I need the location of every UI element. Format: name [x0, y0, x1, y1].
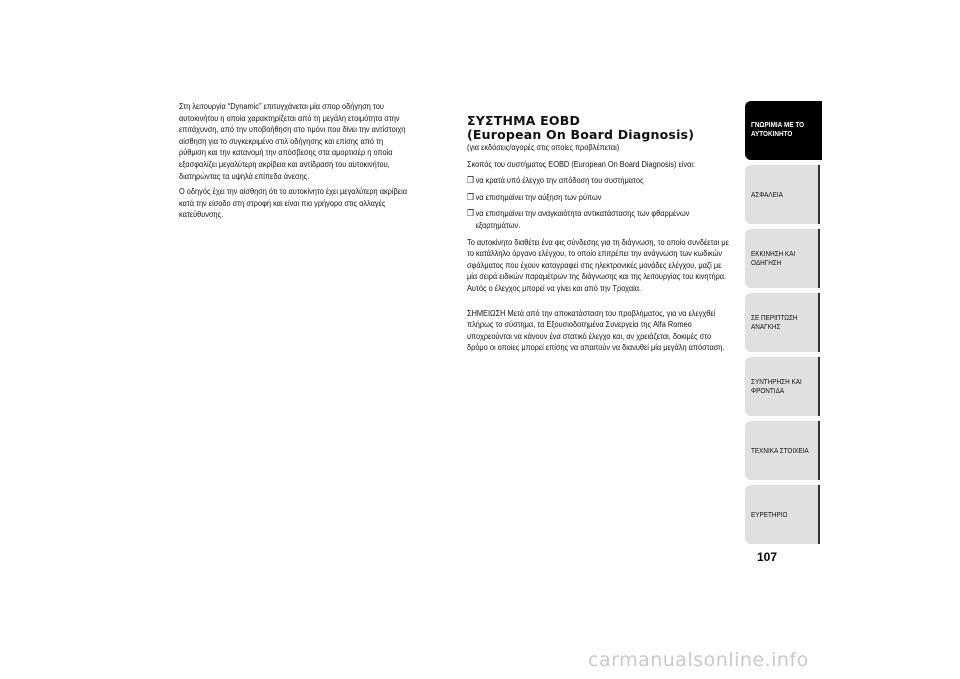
- paragraph-note: ΣΗΜΕΙΩΣΗ Μετά από την αποκατάσταση του προβλήματος, για να ελεγχθεί πλήρως το σύστημα, τα Εξουσιοδοτημένα Συνεργεία της Alfa Romeo υποχρεούνται να κάνουν ένα στατικό έλεγχο και, αν χρειάζεται, δοκιμές στο δρόμο οι οποίες μπορεί επίσης να απαιτούν να διανυθεί μία μεγάλη απόσταση.: [467, 307, 725, 353]
- paragraph-driver-feel: Ο οδηγός έχει την αίσθηση ότι το αυτοκίνητο έχει μεγαλύτερη ακρίβεια κατά την είσοδο στη στροφή και είναι πιο γρήγορο στις αλλαγές κατεύθυνσης.: [179, 186, 407, 220]
- tab-safety[interactable]: [745, 165, 820, 224]
- list-item: [467, 192, 734, 204]
- watermark: carmanualsonline.info: [588, 649, 809, 671]
- tab-index[interactable]: [745, 485, 820, 544]
- list-item-text: να κρατά υπό έλεγχο την απόδοση του συστήματος: [475, 175, 644, 186]
- tab-maintenance[interactable]: [745, 357, 820, 416]
- tab-label-line2: ΦΡΟΝΤΙΔΑ: [751, 386, 785, 395]
- checkbox-bullet-icon: ❒: [467, 175, 474, 186]
- list-item: [467, 175, 734, 187]
- left-text-column: [179, 101, 411, 225]
- page-number: 107: [757, 550, 778, 564]
- paragraph-diagnosis-connector: Το αυτοκίνητο διαθέτει ένα φις σύνδεσης για τη διάγνωση, το οποίο συνδέεται με το κατάλληλο όργανο ελέγχου, το οποίο επιτρέπει την ανάγνωση των κωδικών σφάλματος που έχουν καταγραφεί στις ηλεκτρονικές μονάδες ελέγχου, μαζί με μία σειρά ειδικών παραμέτρων της διάγνωσης και της λειτουργίας του κινητήρα. Αυτός ο έλεγχος μπορεί να γίνει και από την Τροχαία.: [467, 236, 729, 293]
- list-item: [467, 208, 734, 231]
- section-title-line2: (European On Board Diagnosis): [467, 127, 695, 142]
- intro-text: Σκοπός του συστήματος EOBD (European On Board Diagnosis) είναι:: [467, 158, 696, 169]
- tab-getting-to-know-car[interactable]: [745, 101, 822, 160]
- tab-label-line1: ΣΕ ΠΕΡΙΠΤΩΣΗ: [751, 313, 798, 322]
- tab-label-line1: ΑΣΦΑΛΕΙΑ: [751, 190, 783, 199]
- section-title-line1: ΣΥΣΤΗΜΑ EOBD: [467, 113, 581, 128]
- section-body: [467, 142, 734, 354]
- right-text-column: [467, 114, 759, 359]
- checkbox-bullet-icon: ❒: [467, 208, 474, 219]
- tab-label-line1: ΤΕΧΝΙΚΑ ΣΤΟΙΧΕΙΑ: [751, 446, 809, 455]
- tab-label-line1: ΣΥΝΤΗΡΗΣΗ ΚΑΙ: [751, 377, 802, 386]
- tab-starting-and-driving[interactable]: [745, 229, 820, 288]
- list-item-text: να επισημαίνει την αναγκαιότητα αντικατάστασης των φθαρμένων εξαρτημάτων.: [475, 208, 690, 230]
- tab-label-line1: ΕΚΚΙΝΗΣΗ ΚΑΙ: [751, 249, 796, 258]
- checkbox-bullet-icon: ❒: [467, 191, 474, 202]
- tab-technical-data[interactable]: [745, 421, 820, 480]
- tab-label-line1: ΓΝΩΡΙΜΙΑ ΜΕ ΤΟ: [751, 120, 805, 129]
- tab-label-line1: ΕΥΡΕΤΗΡΙΟ: [751, 510, 788, 519]
- section-subtitle: (για εκδόσεις/αγορές στις οποίες προβλέπεται): [467, 142, 620, 152]
- tab-emergency[interactable]: [745, 293, 820, 352]
- paragraph-dynamic-mode: Στη λειτουργία “Dynamic” επιτυγχάνεται μία σπορ οδήγηση του αυτοκινήτου η οποία χαρακτηρίζεται από τη μεγάλη ετοιμότητα στην επιτάχυνση, από την υποβοήθηση στο τιμόνι που δίνει την αντίστοιχη αίσθηση για το συγκεκριμένο στιλ οδήγησης και επίσης από τη ρύθμιση και την κατανομή την απόσβεσης στα αμορτισέρ η οποία εξασφαλίζει μεγαλύτερη ακρίβεια και αντίδραση του αυτοκινήτου, διατηρώντας τα υψηλά επίπεδα άνεσης.: [179, 101, 406, 181]
- section-title: [467, 114, 759, 142]
- tab-label-line2: ΟΔΗΓΗΣΗ: [751, 258, 782, 267]
- list-item-text: να επισημαίνει την αύξηση των ρύπων: [475, 191, 602, 202]
- chapter-tabs: [745, 101, 820, 546]
- tab-label-line2: ΑΝΑΓΚΗΣ: [751, 322, 781, 331]
- tab-label-line2: ΑΥΤΟΚΙΝΗΤΟ: [751, 129, 793, 138]
